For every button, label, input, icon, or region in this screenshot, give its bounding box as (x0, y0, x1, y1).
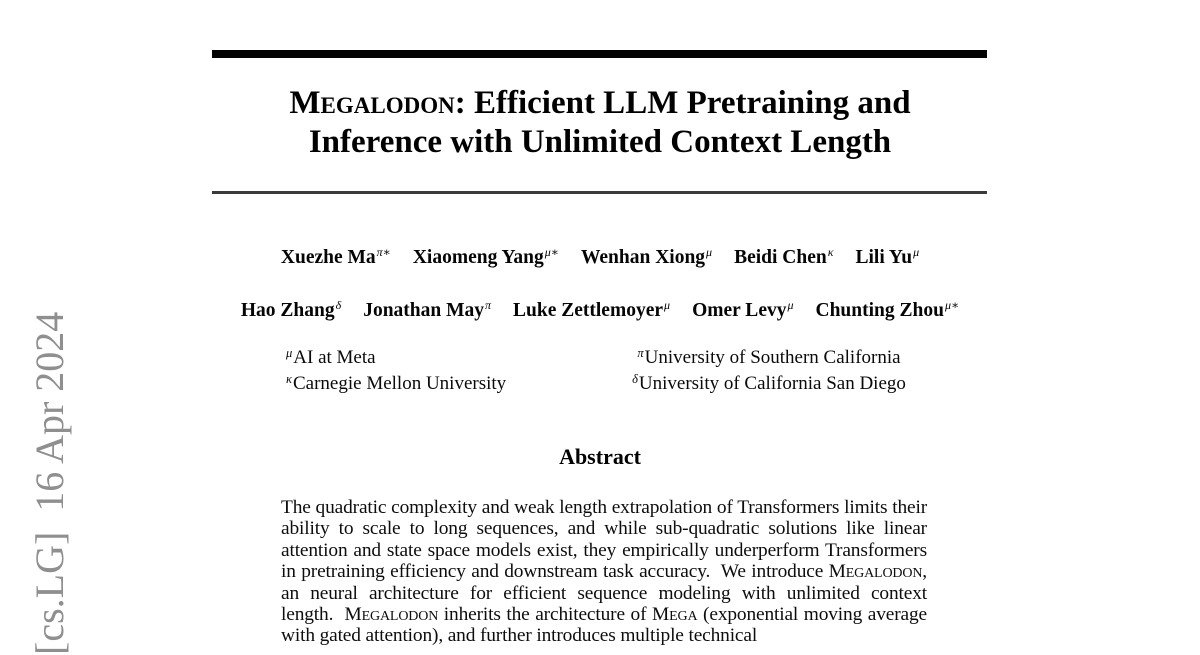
author-entry (241, 300, 341, 322)
author-name: Lili Yu (855, 247, 913, 268)
author-entry (856, 247, 920, 269)
abstract-heading: Abstract (559, 444, 641, 469)
abstract-segment: Megalodon (828, 561, 923, 583)
author-superscript: π (485, 298, 492, 312)
author-superscript: δ (335, 298, 342, 312)
affiliation-superscript: μ (286, 346, 293, 360)
author-row-1 (0, 247, 1200, 269)
affiliation-item (598, 346, 940, 372)
affiliation-item (286, 346, 506, 372)
author-superscript: κ (827, 245, 834, 259)
paper-title (220, 84, 980, 162)
author-superscript: μ (706, 245, 713, 259)
abstract-segment: (exponential moving average with gated attention), and further introduces multiple technical (281, 604, 927, 647)
affiliation-item (598, 372, 940, 398)
author-superscript: μ (913, 245, 920, 259)
affiliation-item (286, 372, 506, 398)
abstract-segment: Megalodon (344, 604, 439, 626)
author-superscript: μ (664, 298, 671, 312)
author-superscript: μ (787, 298, 794, 312)
paper-title-smallcaps: Megalodon (289, 85, 455, 121)
author-entry (734, 247, 833, 269)
author-entry (816, 300, 960, 322)
affiliation-superscript: κ (286, 371, 292, 386)
affiliation-name: University of California San Diego (638, 372, 906, 394)
author-entry (363, 300, 491, 322)
author-superscript: π∗ (376, 245, 391, 259)
author-entry (692, 300, 793, 322)
author-name: Wenhan Xiong (580, 247, 706, 268)
author-name: Xuezhe Ma (280, 247, 376, 268)
author-name: Chunting Zhou (815, 300, 944, 321)
abstract-segment: , an neural architecture for efficient sequence modeling with unlimited context length. (281, 561, 927, 626)
affiliation-superscript: δ (632, 371, 638, 386)
author-entry (513, 300, 670, 322)
affiliation-name: Carnegie Mellon University (293, 372, 507, 394)
author-name: Beidi Chen (734, 247, 827, 268)
author-entry (581, 247, 712, 269)
author-name: Luke Zettlemoyer (513, 300, 664, 321)
author-name: Jonathan May (363, 300, 484, 321)
abstract-segment: Mega (652, 604, 698, 626)
title-divider-rule (212, 191, 987, 194)
abstract-segment: inherits the architecture of (438, 604, 653, 626)
author-entry (413, 247, 559, 269)
top-rule-bar (212, 50, 987, 58)
author-name: Omer Levy (692, 300, 787, 321)
arxiv-category-stamp: [cs.LG] 16 Apr 2024 (27, 311, 72, 655)
affiliation-superscript: π (637, 346, 644, 360)
author-superscript: μ∗ (944, 298, 960, 312)
affiliation-name: University of Southern California (644, 347, 901, 368)
affiliation-right-column (598, 346, 940, 397)
author-row-2 (0, 300, 1200, 322)
author-name: Hao Zhang (240, 300, 335, 321)
author-entry (281, 247, 391, 269)
affiliation-name: AI at Meta (293, 347, 376, 368)
abstract-text (281, 497, 927, 647)
paper-title-rest: : Efficient LLM Pretraining and Inference with Unlimited Context Length (308, 85, 911, 160)
abstract-segment: The quadratic complexity and weak length extrapolation of Transformers limits their ability to scale to long sequences, and while sub-quadratic solutions like linear attention and state space models exist, they empirically underperform Transformers in pretraining efficiency and downstream task accuracy. We introduce (281, 497, 927, 583)
author-superscript: μ∗ (544, 245, 559, 259)
author-name: Xiaomeng Yang (412, 247, 544, 268)
affiliation-left-column (286, 346, 506, 397)
